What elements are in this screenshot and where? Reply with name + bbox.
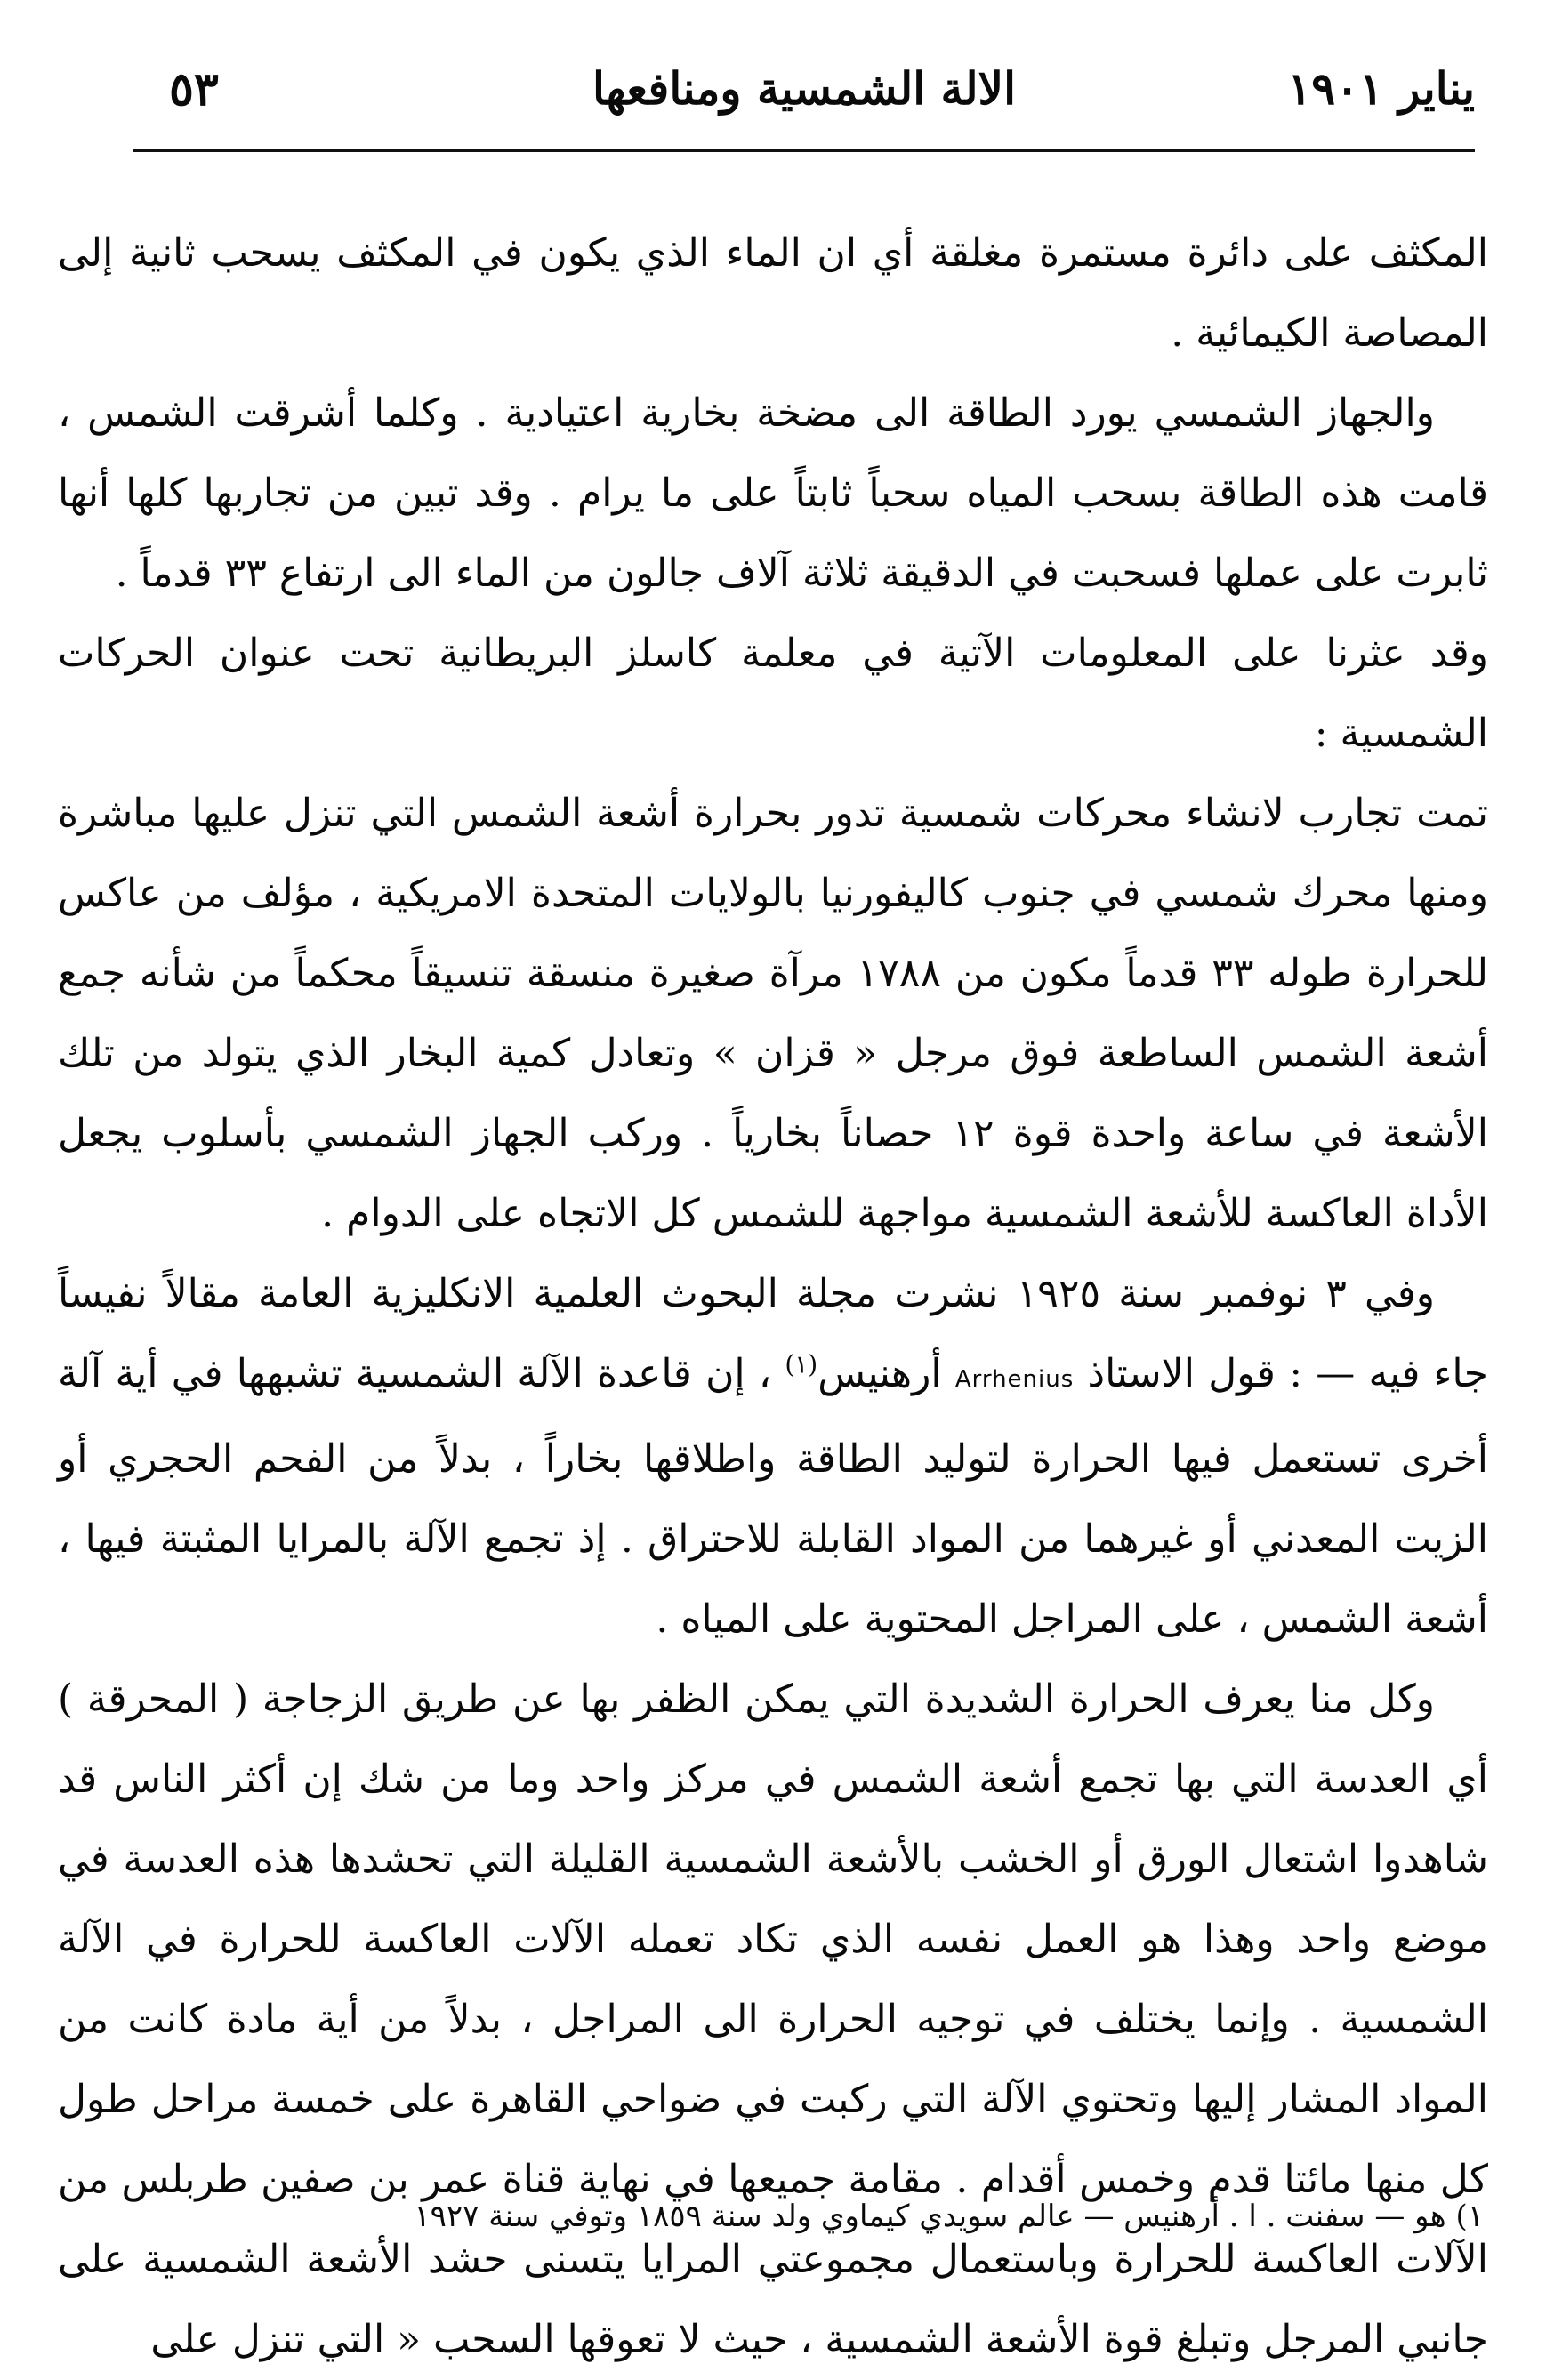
- latin-name: Arrhenius: [954, 1366, 1075, 1393]
- footnote-mark: ١): [1455, 2199, 1484, 2234]
- arabic-name: أرهنيس: [817, 1351, 955, 1396]
- paragraph: والجهاز الشمسي يورد الطاقة الى مضخة بخارية اعتيادية . وكلما أشرقت الشمس ، قامت هذه الطاقة بسحب المياه سحباً ثابتاً على ما يرام . وقد تبين من تجاربها كلها أنها ثابرت على عملها فسحبت في الدقيقة ثلاثة آلاف جالون من الماء الى ارتفاع ٣٣ قدماً .: [58, 390, 1488, 596]
- running-title: الالة الشمسية ومنافعها: [592, 62, 1016, 115]
- paragraph: وكل منا يعرف الحرارة الشديدة التي يمكن الظفر بها عن طريق الزجاجة ( المحرقة ) أي العدسة التي بها تجمع أشعة الشمس في مركز واحد وما من شك إن أكثر الناس قد شاهدوا اشتعال الورق أو الخشب بالأشعة الشمسية القليلة التي تحشدها هذه العدسة في موضع واحد وهذا هو العمل نفسه الذي تكاد تعمله الآلات العاكسة للحرارة في الآلة الشمسية . وإنما يختلف في توجيه الحرارة الى المراجل ، بدلاً من أية مادة كانت من المواد المشار إليها وتحتوي الآلة التي ركبت في ضواحي القاهرة على خمسة مراحل طول كل منها مائتا قدم وخمس أقدام . مقامة جميعها في نهاية قناة عمر بن صفين طربلس من الآلات العاكسة للحرارة وباستعمال مجموعتي المرايا يتسنى حشد الأشعة الشمسية على جانبي المرجل وتبلغ قوة الأشعة الشمسية ، حيث لا تعوقها السحب « التي تنزل على: [58, 1676, 1488, 2362]
- paragraph: وقد عثرنا على المعلومات الآتية في معلمة كاسلز البريطانية تحت عنوان الحركات الشمسية :: [58, 631, 1488, 756]
- header-divider: [133, 149, 1475, 152]
- page-header: [133, 62, 1475, 125]
- footnote: [222, 2197, 1484, 2236]
- paragraph: [58, 1254, 1488, 1660]
- footnote-reference[interactable]: (١): [785, 1349, 818, 1379]
- body-text: [58, 213, 1488, 2380]
- paragraph: المكثف على دائرة مستمرة مغلقة أي ان الماء الذي يكون في المكثف يسحب ثانية إلى المصاصة الكيمائية .: [58, 230, 1488, 356]
- paragraph: تمت تجارب لانشاء محركات شمسية تدور بحرارة أشعة الشمس التي تنزل عليها مباشرة ومنها محرك شمسي في جنوب كاليفورنيا بالولايات المتحدة الامريكية ، مؤلف من عاكس للحرارة طوله ٣٣ قدماً مكون من ١٧٨٨ مرآة صغيرة منسقة تنسيقاً محكماً من شأنه جمع أشعة الشمس الساطعة فوق مرجل « قزان » وتعادل كمية البخار الذي يتولد من تلك الأشعة في ساعة واحدة قوة ١٢ حصاناً بخارياً . وركب الجهاز الشمسي بأسلوب يجعل الأداة العاكسة للأشعة الشمسية مواجهة للشمس كل الاتجاه على الدوام .: [58, 791, 1489, 1236]
- footnote-text: هو — سفنت . ا . أرهنيس — عالم سويدي كيماوي ولد سنة ١٨٥٩ وتوفي سنة ١٩٢٧: [414, 2199, 1446, 2234]
- paragraph-text: ، إن قاعدة الآلة الشمسية تشبهها في أية آلة أخرى تستعمل فيها الحرارة لتوليد الطاقة واطلاقها بخاراً ، بدلاً من الفحم الحجري أو الزيت المعدني أو غيرهما من المواد القابلة للاحتراق . إذ تجمع الآلة بالمرايا المثبتة فيها ، أشعة الشمس ، على المراجل المحتوية على المياه .: [58, 1351, 1488, 1642]
- page-number: ٥٣: [169, 62, 219, 117]
- issue-date: يناير ١٩٠١: [1287, 62, 1475, 115]
- paragraph-text: وفي ٣ نوفمبر سنة ١٩٢٥ نشرت مجلة البحوث العلمية الانكليزية العامة مقالاً نفيساً جاء فيه — : قول الاستاذ: [58, 1271, 1488, 1396]
